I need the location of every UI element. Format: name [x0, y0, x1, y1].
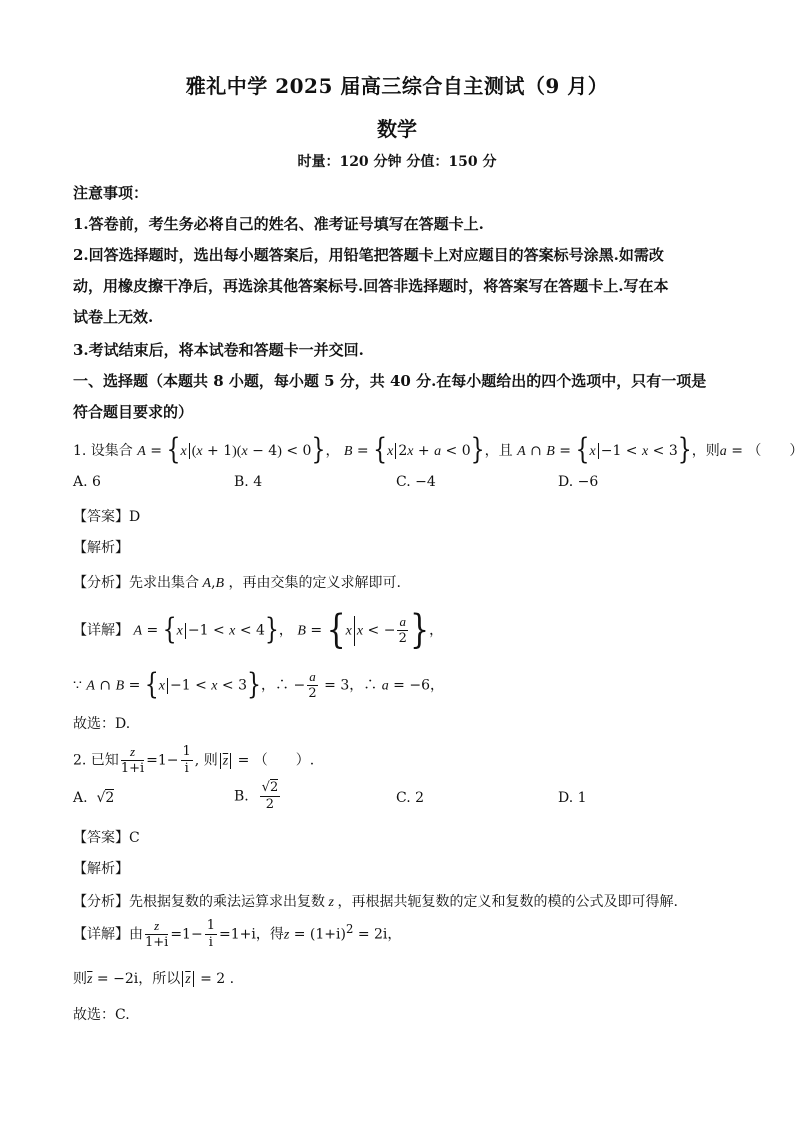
q1-answer: 【答案】D: [73, 509, 141, 525]
q1-option-a: A. 6: [73, 474, 101, 490]
q1-option-b: B. 4: [234, 474, 263, 490]
q2-conclusion: 故选：C.: [73, 1007, 130, 1023]
q2-option-d: D. 1: [558, 790, 587, 806]
section-heading-line2: 符合题目要求的）: [73, 403, 194, 421]
question-1-stem: 1. 设集合 A = {x (x + 1)(x − 4) < 0}， B = {x 2x + a < 0}，且 A ∩ B = {x −1 < x < 3}，则a = （ ）: [73, 434, 803, 467]
note-item-2-line3: 试卷上无效.: [73, 308, 154, 326]
q2-detail: 【详解】由 $\frac{z}{1+i}$ =1− $\frac{1}{i}$ =1+i，得$z = (1+i)^2 = 2i$，: [73, 918, 402, 950]
q1-fenxi: 【分析】先求出集合 A,B ，再由交集的定义求解即可.: [73, 575, 401, 591]
q2-fenxi: 【分析】先根据复数的乘法运算求出复数 z ，再根据共轭复数的定义和复数的模的公式及即可得解.: [73, 894, 678, 910]
q2-option-c: C. 2: [396, 790, 425, 806]
time-score-info: 时量：120 分钟 分值：150 分: [297, 154, 497, 170]
note-item-2-line2: 动，用橡皮擦干净后，再选涂其他答案标号.回答非选择题时，将答案写在答题卡上.写在本: [73, 277, 669, 295]
note-item-1: 1.答卷前，考生务必将自己的姓名、准考证号填写在答题卡上.: [73, 215, 484, 233]
q1-detail: 【详解】 A = {x −1 < x < 4}， B = {x x < − $\frac{a}{2}$ }，: [73, 607, 444, 653]
q2-detail-step2: 则$\overline{z} = -2i$，所以 $\overline{z} = 2$ .: [73, 971, 235, 987]
note-item-3: 3.考试结束后，将本试卷和答题卡一并交回.: [73, 341, 364, 359]
q1-option-c: C. −4: [396, 474, 436, 490]
question-2-stem: 2. 已知 $\frac{z}{1+i}$ =1− $\frac{1}{i}$ , 则 $\overline{z}$ = （ ）.: [73, 744, 315, 776]
q1-analysis-tag: 【解析】: [73, 540, 129, 556]
notes-heading: 注意事项：: [73, 184, 149, 202]
q2-answer: 【答案】C: [73, 830, 140, 846]
section-heading-line1: 一、选择题（本题共 8 小题，每小题 5 分，共 40 分.在每小题给出的四个选项中，只有一项是: [73, 372, 707, 390]
subject-heading: 数学: [377, 117, 417, 141]
q1-conclusion: 故选：D.: [73, 716, 131, 732]
q2-analysis-tag: 【解析】: [73, 861, 129, 877]
page-title: 雅礼中学 2025 届高三综合自主测试（9 月）: [185, 74, 609, 98]
note-item-2-line1: 2.回答选择题时，选出每小题答案后，用铅笔把答题卡上对应题目的答案标号涂黑.如需改: [73, 246, 664, 264]
q2-option-a: A. √2: [73, 790, 115, 806]
q2-option-b: B. $\frac{√2}{2}$: [234, 780, 279, 812]
q1-detail-step2: ∵ A ∩ B = {x −1 < x < 3}，∴ − $\frac{a}{2}$ = 3，∴ a = −6，: [73, 668, 444, 702]
q1-option-d: D. −6: [558, 474, 599, 490]
